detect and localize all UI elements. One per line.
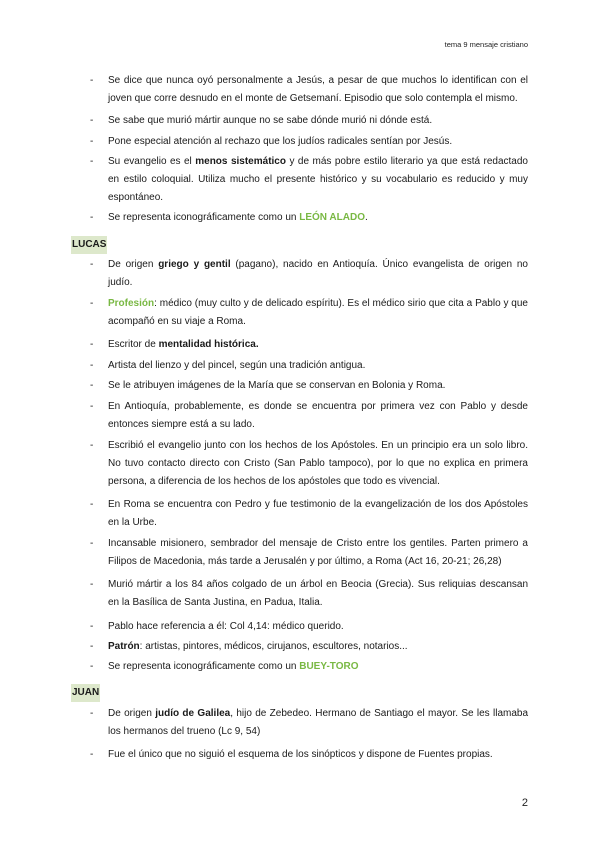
list-item — [91, 153, 528, 207]
list-item-text: Escribió el evangelio junto con los hechos de los Apóstoles. En un principio era un solo libro. No tuvo contacto directo con Cristo (San Pablo tampoco), por lo que no explica en primera persona, a diferencia de los hechos de los apóstoles que todo es vivencial. — [108, 440, 528, 487]
section-heading: LUCAS — [71, 236, 107, 254]
list-item-text: Incansable misionero, sembrador del mensaje de Cristo entre los gentiles. Parten primero a Filipos de Macedonia, más tarde a Jerusalén y por último, a Roma (Act 16, 20-21; 26,28) — [108, 538, 528, 567]
bullet-dash: - — [90, 136, 94, 147]
list-item-text: De origen judío de Galilea, hijo de Zebedeo. Hermano de Santiago el mayor. Se les llamaba los hermanos del trueno (Lc 9, 54) — [108, 708, 529, 737]
bullet-dash: - — [90, 360, 94, 371]
bold-term: Patrón — [108, 641, 140, 652]
bullet-dash: - — [90, 661, 94, 672]
list-item — [91, 295, 528, 331]
list-item — [91, 437, 528, 491]
bullet-dash: - — [90, 401, 94, 412]
list-item — [91, 618, 528, 636]
list-item — [91, 377, 528, 395]
list-item — [91, 336, 528, 354]
bold-term: griego y gentil — [158, 259, 231, 270]
list-item — [91, 209, 528, 227]
list-item-text: Se sabe que murió mártir aunque no se sabe dónde murió ni dónde está. — [108, 115, 433, 126]
symbol-highlight: LEÓN ALADO — [299, 212, 365, 223]
list-item-text: Se representa iconográficamente como un BUEY-TORO — [108, 661, 359, 672]
bullet-dash: - — [90, 708, 94, 719]
list-item-text: Murió mártir a los 84 años colgado de un árbol en Beocia (Grecia). Sus reliquias descansan en la Basílica de Santa Justina, en Padua, Italia. — [108, 579, 528, 608]
bullet-dash: - — [90, 621, 94, 632]
list-item-text: Se le atribuyen imágenes de la María que se conservan en Bolonia y Roma. — [108, 380, 446, 391]
list-item-text: Su evangelio es el menos sistemático y de más pobre estilo literario ya que está redactado en estilo coloquial. Utiliza mucho el presente histórico y su vocabulario es reducido y muy espontáneo. — [108, 156, 528, 203]
list-item — [91, 746, 528, 764]
bullet-dash: - — [90, 440, 94, 451]
page-header-title: tema 9 mensaje cristiano — [444, 40, 528, 49]
label-highlight: Profesión — [108, 298, 155, 309]
list-item — [91, 638, 528, 656]
list-item-text: Se dice que nunca oyó personalmente a Jesús, a pesar de que muchos lo identifican con el joven que corre desnudo en el monte de Getsemaní. Episodio que solo contempla el mismo. — [108, 75, 528, 104]
list-item-text: Pone especial atención al rechazo que los judíos radicales sentían por Jesús. — [108, 136, 453, 147]
bullet-dash: - — [90, 212, 94, 223]
list-item-text: De origen griego y gentil (pagano), nacido en Antioquía. Único evangelista de origen no judío. — [108, 259, 528, 288]
list-item — [91, 576, 528, 612]
list-item — [91, 705, 528, 741]
list-item — [91, 112, 528, 130]
bullet-dash: - — [90, 641, 94, 652]
bullet-dash: - — [90, 380, 94, 391]
list-item — [91, 133, 528, 151]
list-item — [91, 658, 528, 676]
list-item-text: En Roma se encuentra con Pedro y fue testimonio de la evangelización de los dos Apóstoles en la Urbe. — [108, 499, 528, 528]
bold-term: mentalidad histórica. — [158, 339, 259, 350]
list-item — [91, 72, 528, 108]
list-item-text: Artista del lienzo y del pincel, según una tradición antigua. — [108, 360, 366, 371]
list-item — [91, 256, 528, 292]
list-item-text: Se representa iconográficamente como un LEÓN ALADO. — [108, 212, 368, 223]
section-heading: JUAN — [71, 684, 100, 702]
bullet-dash: - — [90, 259, 94, 270]
bullet-dash: - — [90, 156, 94, 167]
page-number: 2 — [521, 797, 528, 809]
list-item-text: Patrón: artistas, pintores, médicos, cirujanos, escultores, notarios... — [108, 641, 408, 652]
bullet-dash: - — [90, 75, 94, 86]
symbol-highlight: BUEY-TORO — [299, 661, 359, 672]
bullet-dash: - — [90, 499, 94, 510]
bullet-dash: - — [90, 115, 94, 126]
bullet-dash: - — [90, 749, 94, 760]
list-item-text: Profesión: médico (muy culto y de delicado espíritu). Es el médico sirio que cita a Pablo y que acompañó en su viaje a Roma. — [108, 298, 528, 327]
bold-term: menos sistemático — [195, 156, 286, 167]
list-item-text: Pablo hace referencia a él: Col 4,14: médico querido. — [108, 621, 344, 632]
bullet-dash: - — [90, 339, 94, 350]
list-item — [91, 398, 528, 434]
list-item-text: Escritor de mentalidad histórica. — [108, 339, 259, 350]
bold-term: judío de Galilea — [155, 708, 231, 719]
list-item-text: En Antioquía, probablemente, es donde se encuentra por primera vez con Pablo y desde entonces siempre está a su lado. — [108, 401, 528, 430]
list-item-text: Fue el único que no siguió el esquema de los sinópticos y dispone de Fuentes propias. — [108, 749, 493, 760]
list-item — [91, 357, 528, 375]
list-item — [91, 496, 528, 532]
bullet-dash: - — [90, 538, 94, 549]
list-item — [91, 535, 528, 571]
bullet-dash: - — [90, 298, 94, 309]
bullet-dash: - — [90, 579, 94, 590]
